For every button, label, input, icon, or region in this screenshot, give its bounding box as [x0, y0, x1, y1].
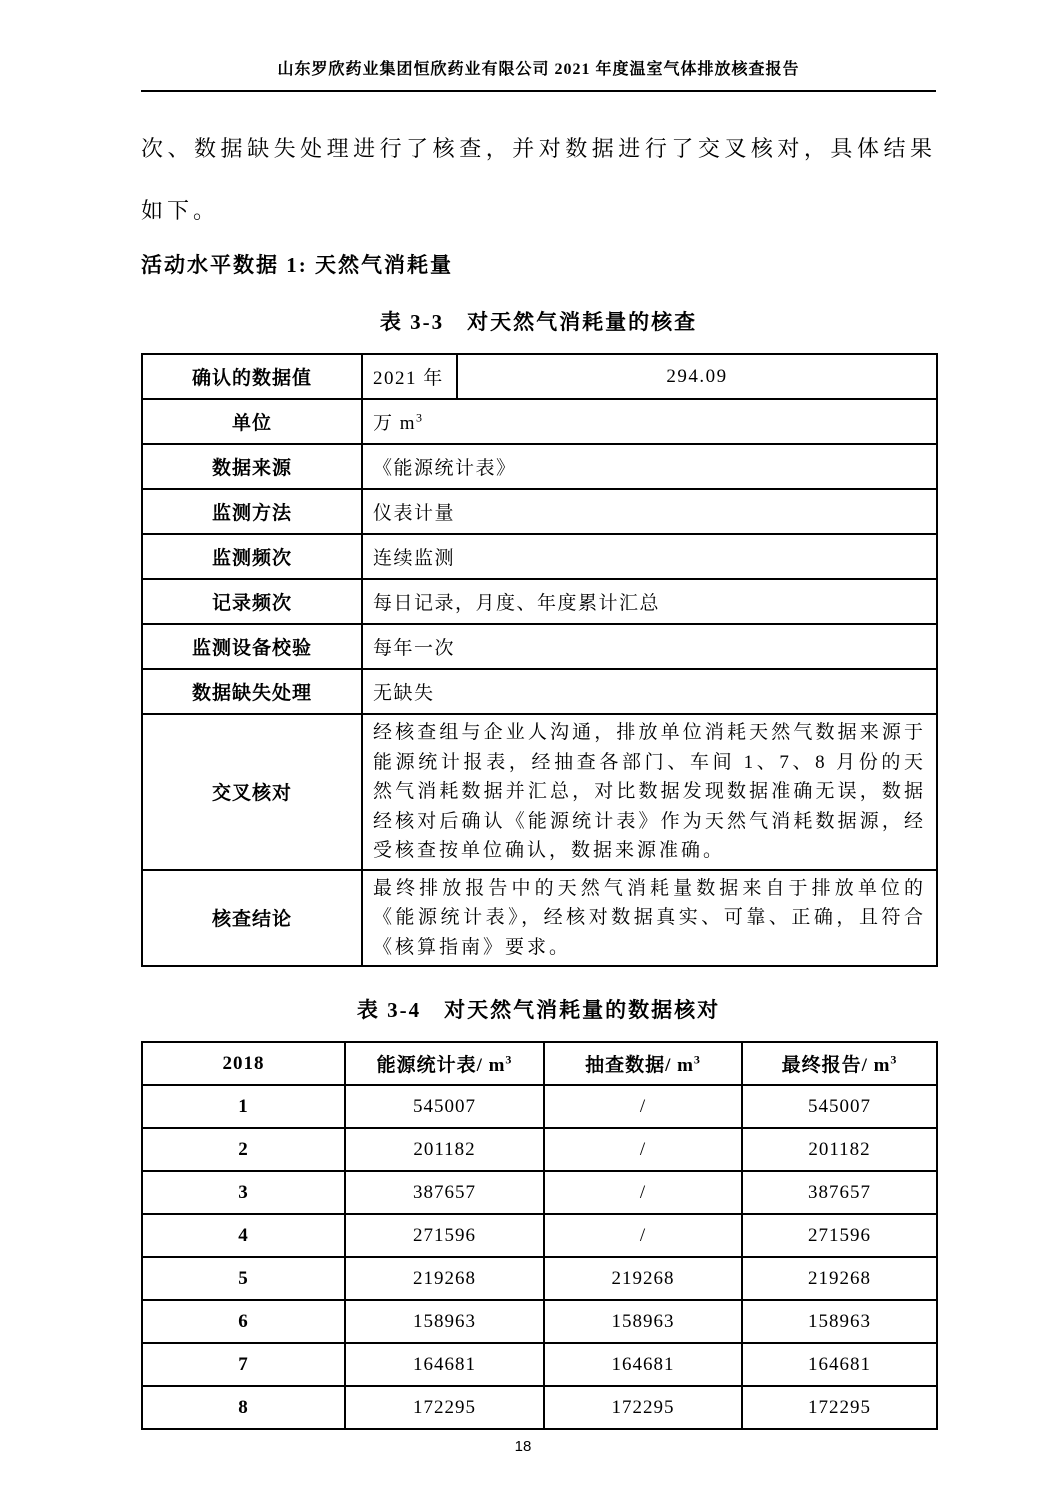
t34-cell: /: [544, 1214, 742, 1257]
t34-header-sampled-data-label: 抽查数据/ m: [585, 1055, 694, 1076]
t33-row-content: 连续监测: [362, 534, 937, 579]
t34-header-year: 2018: [142, 1042, 345, 1085]
t34-cell: 172295: [742, 1386, 937, 1429]
t34-cell: 158963: [345, 1300, 544, 1343]
table-3-3-verification: [141, 353, 938, 967]
t33-confirmed-value-cell: 294.09: [457, 354, 937, 399]
t34-header-energy-stats: [345, 1042, 544, 1085]
table-row: [142, 1085, 937, 1128]
page-content: [141, 0, 936, 1430]
page-header-title: 山东罗欣药业集团恒欣药业有限公司 2021 年度温室气体排放核查报告: [277, 61, 800, 78]
table-row: [142, 1214, 937, 1257]
t33-row-label: 监测方法: [142, 489, 362, 534]
t34-cell: 219268: [742, 1257, 937, 1300]
t34-header-energy-stats-label: 能源统计表/ m: [376, 1055, 506, 1076]
t33-confirmed-year-cell: 2021 年: [362, 354, 457, 399]
t34-cell: 201182: [345, 1128, 544, 1171]
t34-month-cell: 6: [142, 1300, 345, 1343]
t33-row-content: 每年一次: [362, 624, 937, 669]
table-row: [142, 1343, 937, 1386]
t34-month-cell: 7: [142, 1343, 345, 1386]
table-row: [142, 444, 937, 489]
t34-cell: 164681: [544, 1343, 742, 1386]
t33-row-label: 数据来源: [142, 444, 362, 489]
t34-month-cell: 2: [142, 1128, 345, 1171]
table-header-row: [142, 1042, 937, 1085]
t34-month-cell: 1: [142, 1085, 345, 1128]
table-row: [142, 624, 937, 669]
t34-cell: 158963: [544, 1300, 742, 1343]
table-3-4-data-check: [141, 1041, 938, 1430]
t33-row-content: 《能源统计表》: [362, 444, 937, 489]
t34-cell: 158963: [742, 1300, 937, 1343]
t33-row-label: 数据缺失处理: [142, 669, 362, 714]
unit-superscript: 3: [416, 410, 424, 425]
t34-header-sampled-data: [544, 1042, 742, 1085]
t33-row-label: 记录频次: [142, 579, 362, 624]
table-row: [142, 669, 937, 714]
t34-header-final-report: [742, 1042, 937, 1085]
t34-cell: 387657: [742, 1171, 937, 1214]
table-row: [142, 579, 937, 624]
t34-header-superscript: 3: [505, 1052, 513, 1067]
t34-cell: 164681: [742, 1343, 937, 1386]
table-row: [142, 714, 937, 870]
header-rule: [141, 90, 936, 92]
t34-cell: 172295: [345, 1386, 544, 1429]
t33-row-content: 每日记录，月度、年度累计汇总: [362, 579, 937, 624]
table-row: [142, 1257, 937, 1300]
table-row: [142, 354, 937, 399]
t34-cell: 387657: [345, 1171, 544, 1214]
t34-cell: /: [544, 1171, 742, 1214]
page-number: 18: [514, 1438, 532, 1455]
unit-base: 万 m: [373, 413, 417, 434]
table-row: [142, 1386, 937, 1429]
table-row: [142, 870, 937, 967]
table-row: [142, 534, 937, 579]
t33-row-label: 核查结论: [142, 870, 362, 967]
table-row: [142, 1171, 937, 1214]
t34-cell: 545007: [345, 1085, 544, 1128]
table-row: [142, 489, 937, 534]
t34-cell: 201182: [742, 1128, 937, 1171]
t34-cell: 219268: [544, 1257, 742, 1300]
t33-row-label: 单位: [142, 399, 362, 444]
t34-month-cell: 4: [142, 1214, 345, 1257]
t33-row-label: 交叉核对: [142, 714, 362, 870]
t34-cell: 545007: [742, 1085, 937, 1128]
t34-month-cell: 5: [142, 1257, 345, 1300]
t34-cell: /: [544, 1128, 742, 1171]
t33-row-content: 无缺失: [362, 669, 937, 714]
t33-row-content: 经核查组与企业人沟通，排放单位消耗天然气数据来源于能源统计报表，经抽查各部门、车间 1、7、8 月份的天然气消耗数据并汇总，对比数据发现数据准确无误，数据经核对后确认《能源统计表》作为天然气消耗数据源，经受核查按单位确认，数据来源准确。: [362, 714, 937, 870]
table-row: [142, 1300, 937, 1343]
t33-row-content: [362, 399, 937, 444]
t34-header-final-report-label: 最终报告/ m: [781, 1055, 891, 1076]
t34-cell: /: [544, 1085, 742, 1128]
t34-cell: 271596: [742, 1214, 937, 1257]
table-row: [142, 399, 937, 444]
t34-month-cell: 3: [142, 1171, 345, 1214]
t33-row-content: 最终排放报告中的天然气消耗量数据来自于排放单位的《能源统计表》，经核对数据真实、可靠、正确，且符合《核算指南》要求。: [362, 870, 937, 967]
t34-cell: 271596: [345, 1214, 544, 1257]
table-row: [142, 1128, 937, 1171]
t33-row-content: 仪表计量: [362, 489, 937, 534]
table-3-3-title: 表 3-3 对天然气消耗量的核查: [379, 310, 698, 334]
t34-cell: 172295: [544, 1386, 742, 1429]
t33-row-label: 确认的数据值: [142, 354, 362, 399]
t33-row-label: 监测设备校验: [142, 624, 362, 669]
t34-month-cell: 8: [142, 1386, 345, 1429]
t34-cell: 219268: [345, 1257, 544, 1300]
section-heading: 活动水平数据 1: 天然气消耗量: [141, 253, 453, 277]
t33-row-label: 监测频次: [142, 534, 362, 579]
body-paragraph: 次、数据缺失处理进行了核查，并对数据进行了交叉核对，具体结果如下。: [141, 136, 936, 223]
t34-header-superscript: 3: [890, 1052, 898, 1067]
table-3-4-title: 表 3-4 对天然气消耗量的数据核对: [356, 998, 721, 1022]
t34-header-superscript: 3: [693, 1052, 701, 1067]
t34-cell: 164681: [345, 1343, 544, 1386]
